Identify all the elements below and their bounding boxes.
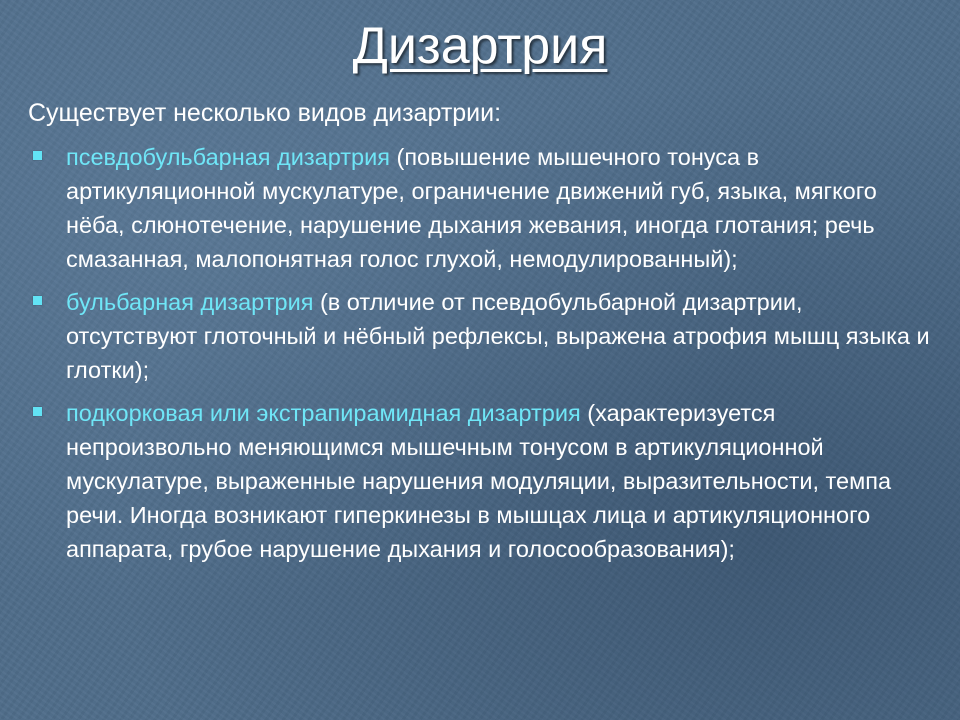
list-item-bulbar bbox=[30, 285, 930, 387]
square-bullet-icon bbox=[33, 296, 42, 305]
description-pseudobulbar: (повышение мышечного тонуса в артикуляционной мускулатуре, ограничение движений губ, языка, мягкого нёба, слюнотечение, нарушение дыхания жевания, иногда глотания; речь смазанная, малопонятная голос глухой, немодулированный); bbox=[66, 144, 877, 272]
list-item-subcortical bbox=[30, 396, 930, 566]
description-bulbar: (в отличие от псевдобульбарной дизартрии, отсутствуют глоточный и нёбный рефлексы, выражена атрофия мышц языка и глотки); bbox=[66, 289, 930, 383]
list-item-pseudobulbar bbox=[30, 140, 930, 276]
term-bulbar: бульбарная дизартрия bbox=[66, 289, 314, 315]
square-bullet-icon bbox=[33, 151, 42, 160]
term-subcortical: подкорковая или экстрапирамидная дизартрия bbox=[66, 400, 581, 426]
term-pseudobulbar: псевдобульбарная дизартрия bbox=[66, 144, 390, 170]
dysarthria-types-list bbox=[30, 140, 930, 575]
intro-text: Существует несколько видов дизартрии: bbox=[28, 99, 502, 127]
square-bullet-icon bbox=[33, 407, 42, 416]
description-subcortical: (характеризуется непроизвольно меняющимся мышечным тонусом в артикуляционной мускулатуре, выраженные нарушения модуляции, выразительности, темпа речи. Иногда возникают гиперкинезы в мышцах лица и артикуляционного аппарата, грубое нарушение дыхания и голосообразования); bbox=[66, 400, 892, 562]
slide-title: Дизартрия bbox=[352, 17, 608, 75]
